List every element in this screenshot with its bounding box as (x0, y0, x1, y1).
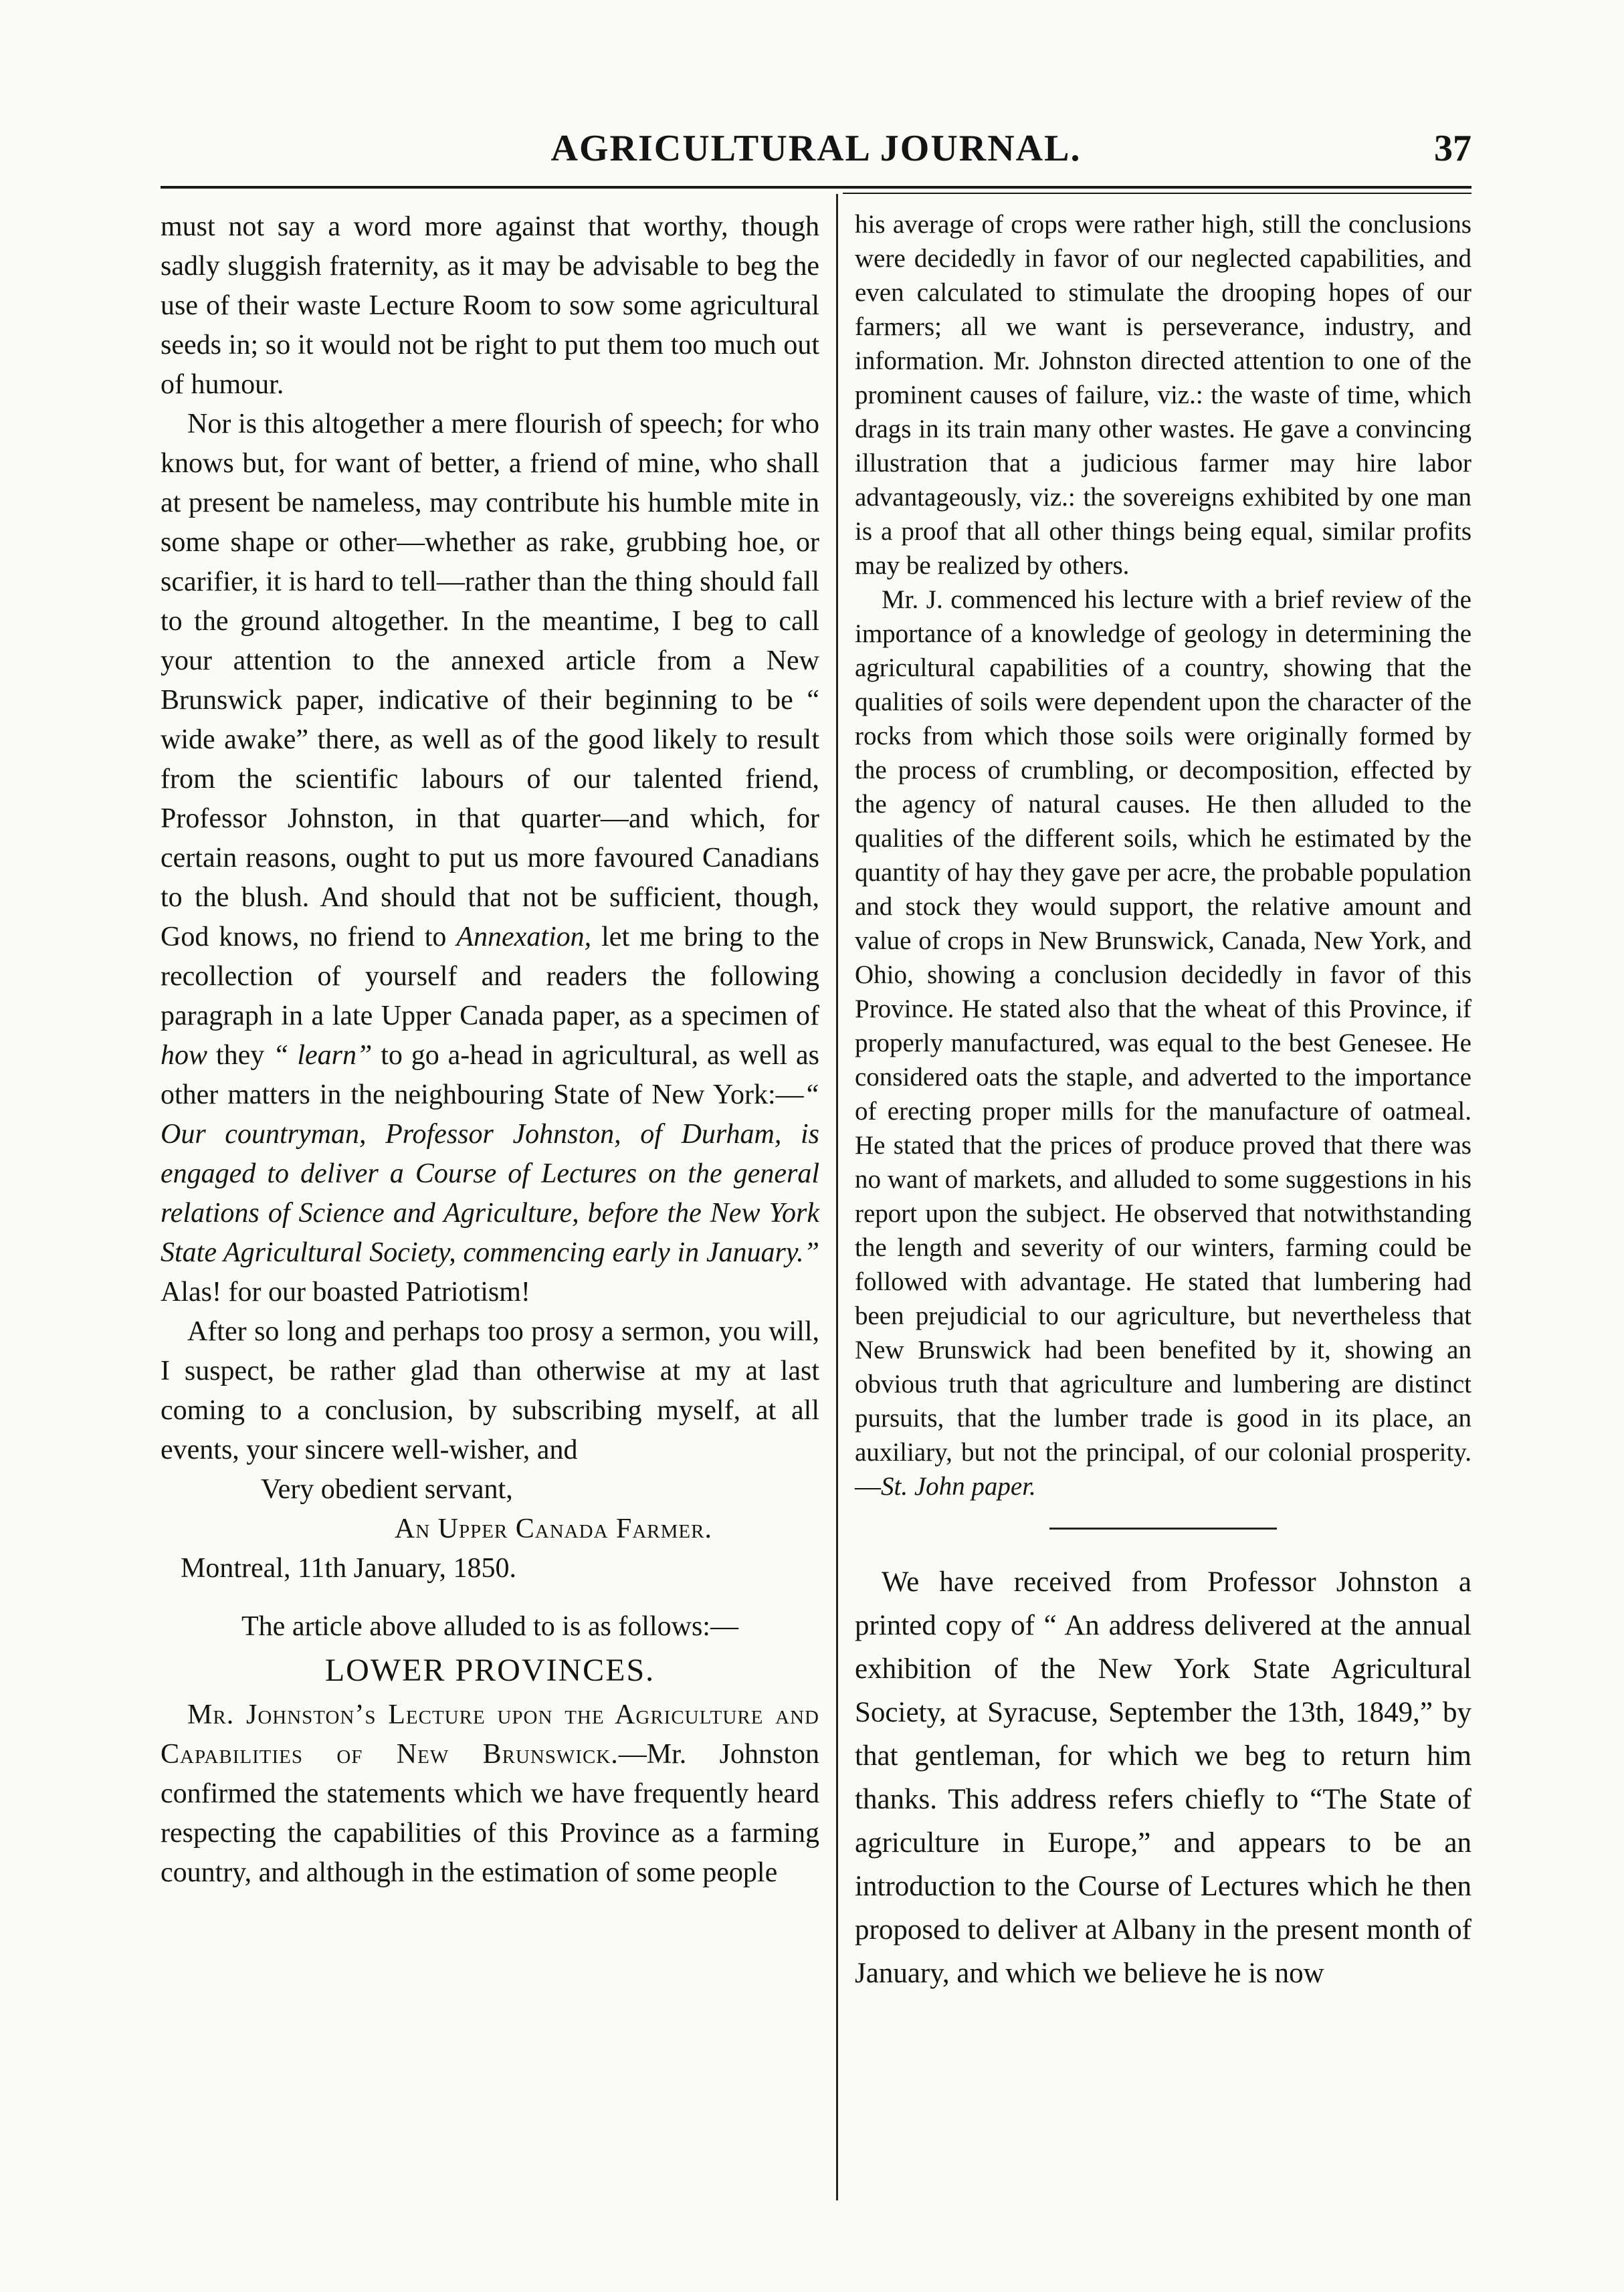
paragraph: After so long and perhaps too prosy a sermon, you will, I suspect, be rather glad than otherwise at my at last coming to a conclusion, by subscribing myself, at all events, your sincere well-wisher, and (161, 1316, 819, 1465)
running-title: AGRICULTURAL JOURNAL. (550, 128, 1082, 169)
text-run: they (207, 1040, 265, 1071)
header-rule (161, 186, 1471, 189)
closing-salutation: Very obedient servant, (261, 1474, 513, 1505)
paragraph (855, 583, 1471, 1503)
column-divider (836, 194, 838, 2200)
text-run: let me bring to the recollection of yourself and readers the following paragraph in a late Upper Canada paper, as a specimen of (161, 922, 819, 1031)
paragraph (161, 405, 819, 1312)
signature: An Upper Canada Farmer. (394, 1514, 712, 1544)
text-run: to go a-head in agricultural, as well as other matters in the neighbouring State of New York:— (161, 1040, 820, 1110)
source-credit: St. John paper. (881, 1472, 1036, 1501)
page-header (161, 127, 1471, 174)
text-run: Mr. J. commenced his lecture with a brief review of the importance of a knowledge of geology in determining the agricultural capabilities of a country, showing that the qualities of soils were dependent upon the character of the rocks from which those soils were originally formed by the process of crumbling, or decomposition, effected by the agency of natural causes. He then alluded to the qualities of the different soils, which he estimated by the quantity of hay they gave per acre, the probable population and stock they would support, the relative amount and value of crops in New Brunswick, Canada, New York, and Ohio, showing a conclusion decidedly in favor of this Province. He stated also that the wheat of this Province, if properly manufactured, was equal to the best Genesee. He considered oats the staple, and adverted to the importance of erecting proper mills for the manufacture of oatmeal. He stated that the prices of produce proved that there was no want of markets, and alluded to some suggestions in his report upon the subject. He observed that notwithstanding the length and severity of our winters, farming could be followed with advantage. He stated that lumbering had been prejudicial to our agriculture, but nevertheless that New Brunswick had been benefited by it, showing an obvious truth that agriculture and lumbering are distinct pursuits, that the lumber trade is good in its place, an auxiliary, but not the principal, of our colonial prosperity.— (855, 585, 1471, 1501)
body-block (855, 1560, 1471, 1995)
quoted-paragraph: “ Our countryman, Professor Johnston, of Durham, is engaged to deliver a Course of Lectures on the general relations of Science and Agriculture, before the New York State Agricultural Society, commencing early in January.” (161, 1079, 819, 1268)
text-run: Alas! for our boasted Patriotism! (161, 1277, 530, 1308)
right-column (855, 207, 1471, 1995)
dense-block (855, 207, 1471, 1503)
header-rule-secondary (843, 193, 1471, 194)
dateline: Montreal, 11th January, 1850. (181, 1553, 516, 1584)
text-run: —Mr. Johnston confirmed the statements which we have frequently heard respecting the capabilities of this Province as a farming country, and although in the estimation of some people (161, 1739, 819, 1888)
emphasis: Annexation, (456, 922, 592, 952)
paragraph: his average of crops were rather high, still the conclusions were decidedly in favor of our neglected capabilities, and even calculated to stimulate the drooping hopes of our farmers; all we want is perseverance, industry, and information. Mr. Johnston directed attention to one of the prominent causes of failure, viz.: the waste of time, which drags in its train many other wastes. He gave a convincing illustration that a judicious farmer may hire labor advantageously, viz.: the sovereigns exhibited by one man is a proof that all other things being equal, similar profits may be realized by others. (855, 210, 1471, 580)
spacer (161, 1588, 819, 1607)
paragraph: must not say a word more against that worthy, though sadly sluggish fraternity, as it may be advisable to beg the use of their waste Lecture Room to sow some agricultural seeds in; so it would not be right to put them too much out of humour. (161, 211, 819, 400)
emphasis: “ learn” (264, 1040, 373, 1071)
article-title: Mr. Johnston’s Lecture upon the Agriculture and Capabilities of New Brunswick. (161, 1699, 819, 1770)
section-heading: LOWER PROVINCES. (324, 1653, 655, 1688)
emphasis: how (161, 1040, 208, 1071)
section-divider (1049, 1528, 1277, 1530)
intro-line: The article above alluded to is as follows:— (241, 1611, 738, 1642)
paragraph (161, 1695, 819, 1893)
text-run: Nor is this altogether a mere flourish of speech; for who knows but, for want of better, a friend of mine, who shall at present be nameless, may contribute his humble mite in some shape or other—whether as rake, grubbing hoe, or scarifier, it is hard to tell—rather than the thing should fall to the ground altogether. In the meantime, I beg to call your attention to the annexed article from a New Brunswick paper, indicative of their beginning to be “ wide awake” there, as well as of the good likely to result from the scientific labours of our talented friend, Professor Johnston, in that quarter—and which, for certain reasons, ought to put us more favoured Canadians to the blush. And should that not be sufficient, though, God knows, no friend to (161, 409, 819, 952)
left-column (161, 207, 819, 1893)
paragraph: We have received from Professor Johnston a printed copy of “ An address delivered at the annual exhibition of the New York State Agricultural Society, at Syracuse, September the 13th, 1849,” by that gentleman, for which we beg to return him thanks. This address refers chiefly to “The State of agriculture in Europe,” and appears to be an introduction to the Course of Lectures which he then proposed to deliver at Albany in the present month of January, and which we believe he is now (855, 1566, 1471, 1989)
page-number: 37 (1434, 128, 1471, 169)
